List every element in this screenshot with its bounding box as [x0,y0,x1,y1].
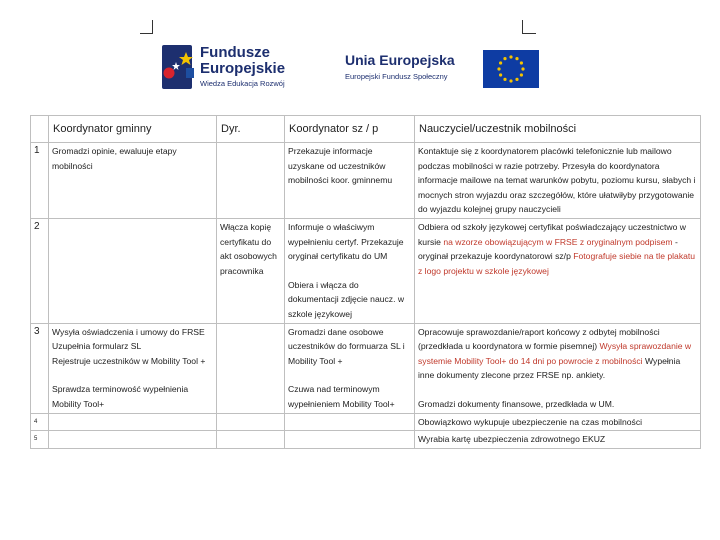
mobility-responsibilities-table [30,115,701,449]
fundusze-europejskie-logo [160,42,300,94]
cell-koordynator [49,413,217,431]
cell-nauczyciel: Obowiązkowo wykupuje ubezpieczenie na czas mobilności [415,413,701,431]
table-row [31,413,701,431]
cell-koordynator [49,218,217,323]
ue-logo-title: Unia Europejska [345,52,455,68]
fe-logo-line1: Fundusze [200,44,270,61]
header-koordynator-gminny: Koordynator gminny [49,116,217,143]
row-number: 1 [31,143,49,219]
cell-dyr [217,413,285,431]
cell-nauczyciel: Odbiera od szkoły językowej certyfikat poświadczający uczestnictwo w kursie na wzorze obowiązującym w FRSE z oryginalnym podpisem - oryginał przekazuje koordynatorowi sz/p Fotografuje siebie na tle plakatu z logo projektu w szkole językowej [415,218,701,323]
row-number: 5 [31,431,49,449]
table-row [31,143,701,219]
header-logos [0,0,720,110]
unia-europejska-logo [335,50,575,90]
cell-koordynator-sz: Przekazuje informacje uzyskane od uczestników mobilności koor. gminnemu [285,143,415,219]
cell-dyr [217,323,285,413]
cell-dyr [217,431,285,449]
cell-koordynator-sz: Informuje o właściwym wypełnieniu certyf. Przekazuje oryginał certyfikatu do UM Obiera i włącza do dokumentacji zdjęcie naucz. w szkole językowej [285,218,415,323]
header-koordynator-sz: Koordynator sz / p [285,116,415,143]
cell-koordynator: Gromadzi opinie, ewaluuje etapy mobilności [49,143,217,219]
cell-koordynator-sz: Gromadzi dane osobowe uczestników do formuarza SL i Mobility Tool + Czuwa nad terminowym wypełnieniem Mobility Tool+ [285,323,415,413]
cell-koordynator-sz [285,431,415,449]
cell-nauczyciel: Opracowuje sprawozdanie/raport końcowy z odbytej mobilności (przedkłada u koordynatora w formie pisemnej) Wysyła sprawozdanie w systemie Mobility Tool+ do 14 dni po powrocie z mobilności Wypełnia inne dokumenty zlecone przez FRSE np. ankiety. Gromadzi dokumenty finansowe, przedkłada w UM. [415,323,701,413]
table-row [31,431,701,449]
cell-nauczyciel: Wyrabia kartę ubezpieczenia zdrowotnego EKUZ [415,431,701,449]
fe-logo-line2: Europejskie [200,60,286,77]
header-number [31,116,49,143]
fe-emblem-icon [160,42,198,92]
fe-logo-line3: Wiedza Edukacja Rozwój [200,79,285,88]
cell-koordynator: Wysyła oświadczenia i umowy do FRSE Uzupełnia formularz SL Rejestruje uczestników w Mobility Tool + Sprawdza terminowość wypełnienia Mobility Tool+ [49,323,217,413]
header-nauczyciel: Nauczyciel/uczestnik mobilności [415,116,701,143]
row-number: 2 [31,218,49,323]
eu-flag-icon [483,50,539,88]
cell-koordynator [49,431,217,449]
table-row [31,323,701,413]
table-row [31,218,701,323]
ue-logo-subtitle: Europejski Fundusz Społeczny [345,72,448,81]
cell-koordynator-sz [285,413,415,431]
table-header-row [31,116,701,143]
cell-dyr [217,143,285,219]
row-number: 3 [31,323,49,413]
cell-dyr: Włącza kopię certyfikatu do akt osobowych pracownika [217,218,285,323]
cell-nauczyciel: Kontaktuje się z koordynatorem placówki telefonicznie lub mailowo podczas mobilności w razie potrzeby. Przesyła do koordynatora informacje mailowe na temat warunków pobytu, poziomu kursu, słabych i mocnych stron wyjazdu oraz szczegółów, które ułatwiłyby przygotowanie do wyjazdu kolejnej grupy nauczycieli [415,143,701,219]
row-number: 4 [31,413,49,431]
header-dyr: Dyr. [217,116,285,143]
